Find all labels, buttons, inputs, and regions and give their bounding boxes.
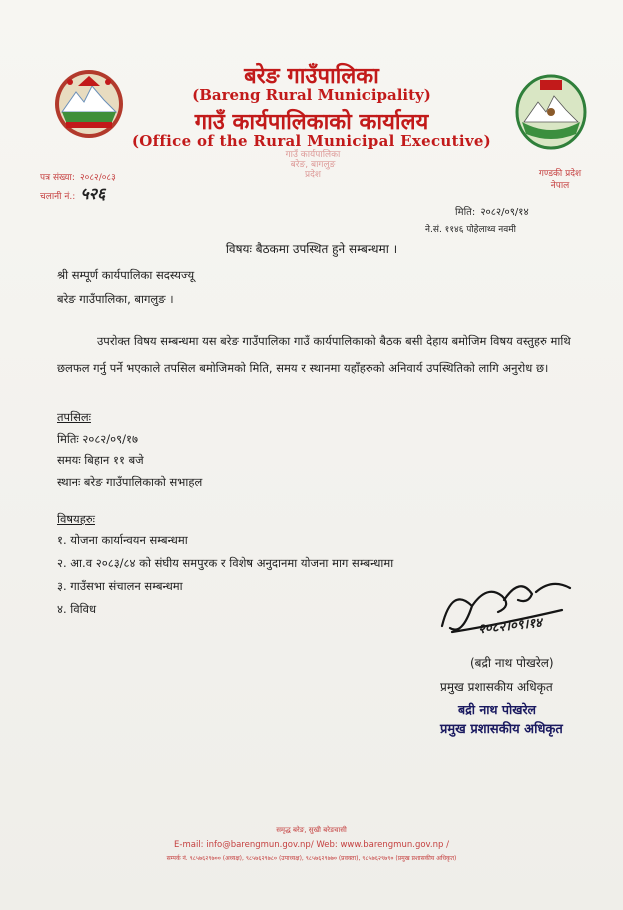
stamp-line-1: गाउँ कार्यपालिका bbox=[285, 150, 341, 160]
addressee-line-1: श्री सम्पूर्ण कार्यपालिका सदस्यज्यू bbox=[57, 268, 195, 282]
nepal-sambat-date: ने.सं. ११४६ पोहेलाथ्व नवमी bbox=[425, 225, 516, 235]
right-small-line-2: नेपाल bbox=[550, 181, 570, 191]
agenda-item: २. आ.व २०८३/८४ को संघीय समपुरक र विशेष अनुदानमा योजना माग सम्बन्धामा bbox=[57, 556, 394, 570]
stamp-line-3: प्रदेश bbox=[304, 170, 322, 180]
date-value: २०८२/०९/१४ bbox=[480, 207, 529, 218]
agenda-item: ३. गाउँसभा संचालन सम्बन्धमा bbox=[57, 579, 183, 593]
right-small-text bbox=[520, 168, 600, 192]
footer-motto: समृद्ध बरेङ, सुखी बरेङवासी bbox=[276, 826, 347, 834]
agenda-item: ४. विविध bbox=[57, 602, 97, 616]
signature-date: २०८२।०९।१४ bbox=[477, 615, 543, 638]
right-small-line-1: गण्डकी प्रदेश bbox=[538, 169, 582, 179]
office-name-en: (Office of the Rural Municipal Executive) bbox=[131, 132, 492, 150]
tapasil-heading: तपसिलः bbox=[57, 410, 91, 424]
patra-sankhya-value: २०८२/०८३ bbox=[79, 173, 116, 183]
chalani-label: चलानी नं.: bbox=[40, 192, 76, 202]
tapasil-time: समयः बिहान ११ बजे bbox=[57, 453, 144, 467]
addressee-line-2: बरेङ गाउँपालिका, बागलुङ । bbox=[57, 292, 174, 306]
date-label: मिति: bbox=[455, 207, 476, 218]
office-name-np: गाउँ कार्यपालिकाको कार्यालय bbox=[194, 110, 429, 135]
agenda-item: १. योजना कार्यान्वयन सम्बन्धमा bbox=[57, 533, 188, 547]
letter-subject: विषयः बैठकमा उपस्थित हुने सम्बन्धमा । bbox=[225, 242, 398, 256]
municipality-name-np: बरेङ गाउँपालिका bbox=[244, 64, 379, 89]
stamp-designation: प्रमुख प्रशासकीय अधिकृत bbox=[440, 722, 563, 737]
agenda-heading: विषयहरुः bbox=[57, 512, 95, 526]
stamp-line-2: बरेङ, बागलुङ bbox=[290, 160, 336, 170]
footer-phones: सम्पर्क नं. ९८५७६२९७०० (अध्यक्ष), ९८५७६२९७८० (उपाध्यक्ष), ९८५७६२९७७० (प्रवक्ता), ९८५७६२९७९० (प्रमुख प्रशासकीय अधिकृत) bbox=[166, 855, 457, 862]
patra-sankhya-label: पत्र संख्या: bbox=[40, 173, 75, 183]
chalani-value: ५२६ bbox=[80, 184, 106, 203]
tapasil-place: स्थानः बरेङ गाउँपालिकाको सभाहल bbox=[57, 475, 203, 489]
footer-contact: E-mail: info@barengmun.gov.np/ Web: www.barengmun.gov.np / bbox=[174, 840, 449, 850]
letter-date bbox=[455, 200, 529, 219]
chalani-number bbox=[40, 182, 105, 204]
official-stamp bbox=[440, 700, 590, 740]
signatory-designation: प्रमुख प्रशासकीय अधिकृत bbox=[440, 680, 553, 694]
municipality-name-en: (Bareng Rural Municipality) bbox=[192, 86, 431, 104]
tapasil-date: मितिः २०८२/०९/१७ bbox=[57, 432, 138, 446]
stamp-name: बद्री नाथ पोखरेल bbox=[458, 702, 537, 717]
letter-body-paragraph: उपरोक्त विषय सम्बन्धमा यस बरेङ गाउँपालिका गाउँ कार्यपालिकाको बैठक बसी देहाय बमोजिम विषय वस्तुहरु माथि छलफल गर्नु पर्ने भएकाले तपसिल बमोजिमको मिति, समय र स्थानमा यहाँहरुको अनिवार्य उपस्थितिको लागि अनुरोध छ। bbox=[57, 334, 571, 375]
top-stamp bbox=[268, 150, 358, 180]
signatory-name: (बद्री नाथ पोखरेल) bbox=[470, 656, 554, 670]
